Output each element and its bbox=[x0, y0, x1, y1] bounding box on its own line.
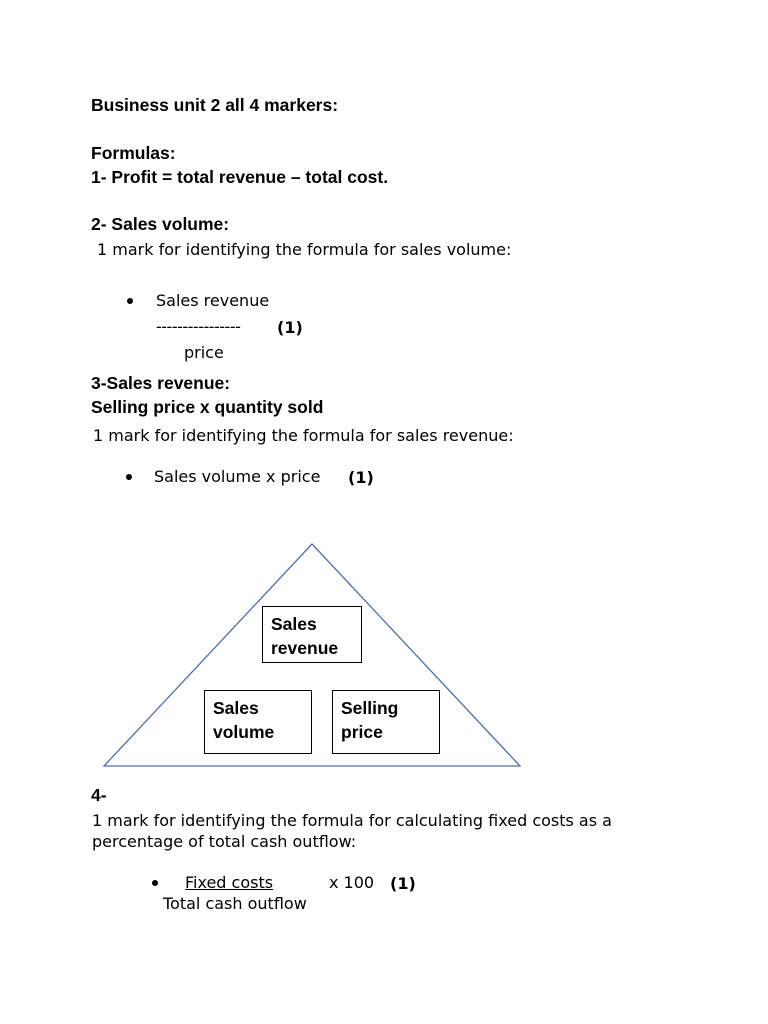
fixed-costs-mark-scheme-line2: percentage of total cash outflow: bbox=[92, 832, 357, 851]
triangle-top-box: Sales revenue bbox=[262, 606, 362, 663]
fixed-costs-numerator: Fixed costs bbox=[185, 873, 274, 892]
document-heading: Business unit 2 all 4 markers: bbox=[91, 95, 339, 115]
sales-revenue-bullet-text: Sales volume x price bbox=[154, 467, 321, 486]
sales-volume-mark-scheme: 1 mark for identifying the formula for sales volume: bbox=[97, 240, 512, 259]
sales-volume-marks: (1) bbox=[277, 318, 303, 337]
sales-volume-divider: ---------------- bbox=[156, 317, 241, 336]
fixed-costs-marks: (1) bbox=[390, 874, 416, 893]
fixed-costs-title: 4- bbox=[91, 785, 107, 805]
sales-revenue-marks: (1) bbox=[348, 468, 374, 487]
triangle-left-box: Sales volume bbox=[204, 690, 312, 754]
formulas-label: Formulas: bbox=[91, 143, 176, 163]
profit-formula: 1- Profit = total revenue – total cost. bbox=[91, 167, 389, 187]
sales-volume-numerator: Sales revenue bbox=[156, 291, 270, 310]
fixed-costs-mark-scheme-line1: 1 mark for identifying the formula for calculating fixed costs as a bbox=[92, 811, 612, 830]
fixed-costs-multiplier: x 100 bbox=[329, 873, 375, 892]
sales-revenue-formula: Selling price x quantity sold bbox=[91, 397, 324, 417]
sales-revenue-mark-scheme: 1 mark for identifying the formula for sales revenue: bbox=[93, 426, 514, 445]
triangle-right-box: Selling price bbox=[332, 690, 440, 754]
bullet-icon bbox=[152, 880, 158, 886]
sales-volume-title: 2- Sales volume: bbox=[91, 214, 230, 234]
sales-revenue-title: 3-Sales revenue: bbox=[91, 373, 231, 393]
fixed-costs-denominator: Total cash outflow bbox=[163, 894, 307, 913]
sales-volume-denominator: price bbox=[184, 343, 224, 362]
